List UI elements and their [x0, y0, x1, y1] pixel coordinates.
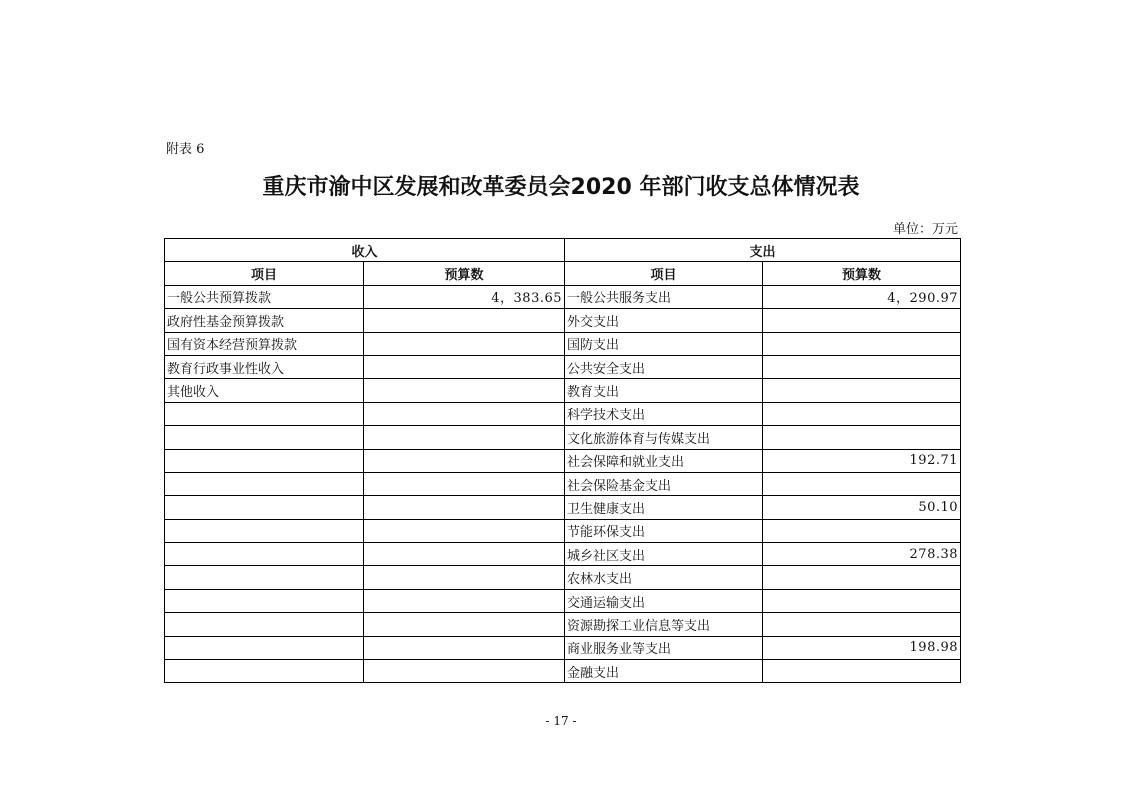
expense-item-cell: 资源勘探工业信息等支出 [565, 613, 763, 636]
income-budget-header: 预算数 [364, 262, 565, 285]
table-row [165, 519, 961, 542]
table-row [165, 402, 961, 425]
expense-item-cell: 节能环保支出 [565, 519, 763, 542]
income-amount-cell [364, 472, 565, 495]
table-row [165, 309, 961, 332]
table-row [165, 589, 961, 612]
table-row [165, 636, 961, 659]
income-amount-cell [364, 449, 565, 472]
expense-item-cell: 科学技术支出 [565, 402, 763, 425]
expense-amount-cell [763, 660, 961, 683]
expense-amount-cell: 192.71 [763, 449, 961, 472]
expense-amount-cell [763, 332, 961, 355]
expense-item-cell: 城乡社区支出 [565, 543, 763, 566]
income-item-cell [165, 566, 364, 589]
expense-item-cell: 文化旅游体育与传媒支出 [565, 426, 763, 449]
income-item-cell [165, 543, 364, 566]
income-amount-cell: 4，383.65 [364, 285, 565, 308]
income-item-cell: 一般公共预算拨款 [165, 285, 364, 308]
table-row [165, 355, 961, 378]
table-row [165, 285, 961, 308]
income-amount-cell [364, 355, 565, 378]
table-row [165, 426, 961, 449]
expense-item-header: 项目 [565, 262, 763, 285]
table-row [165, 660, 961, 683]
table-row [165, 332, 961, 355]
income-amount-cell [364, 613, 565, 636]
expense-amount-cell: 50.10 [763, 496, 961, 519]
income-item-header: 项目 [165, 262, 364, 285]
expense-amount-cell [763, 519, 961, 542]
expense-amount-cell [763, 613, 961, 636]
expense-amount-cell [763, 379, 961, 402]
income-amount-cell [364, 519, 565, 542]
expense-item-cell: 国防支出 [565, 332, 763, 355]
table-row [165, 496, 961, 519]
expense-item-cell: 一般公共服务支出 [565, 285, 763, 308]
expense-item-cell: 公共安全支出 [565, 355, 763, 378]
income-amount-cell [364, 309, 565, 332]
income-item-cell: 国有资本经营预算拨款 [165, 332, 364, 355]
income-item-cell [165, 496, 364, 519]
income-item-cell [165, 660, 364, 683]
expense-item-cell: 外交支出 [565, 309, 763, 332]
income-amount-cell [364, 566, 565, 589]
expense-amount-cell: 4，290.97 [763, 285, 961, 308]
table-row [165, 566, 961, 589]
expense-item-cell: 教育支出 [565, 379, 763, 402]
income-item-cell [165, 519, 364, 542]
table-row [165, 613, 961, 636]
budget-table-body [165, 285, 961, 683]
expense-amount-cell [763, 472, 961, 495]
page-number: - 17 - [545, 714, 577, 728]
table-row [165, 379, 961, 402]
table-row [165, 449, 961, 472]
income-amount-cell [364, 379, 565, 402]
expense-item-cell: 社会保障和就业支出 [565, 449, 763, 472]
column-header-row [165, 262, 961, 285]
income-item-cell [165, 636, 364, 659]
expense-group-header: 支出 [565, 239, 961, 262]
income-item-cell [165, 472, 364, 495]
income-item-cell: 教育行政事业性收入 [165, 355, 364, 378]
income-amount-cell [364, 660, 565, 683]
budget-table [164, 238, 961, 683]
expense-amount-cell [763, 402, 961, 425]
expense-budget-header: 预算数 [763, 262, 961, 285]
income-item-cell: 其他收入 [165, 379, 364, 402]
income-group-header: 收入 [165, 239, 565, 262]
income-item-cell [165, 426, 364, 449]
expense-item-cell: 卫生健康支出 [565, 496, 763, 519]
expense-amount-cell [763, 589, 961, 612]
income-amount-cell [364, 496, 565, 519]
expense-amount-cell [763, 355, 961, 378]
document-title: 重庆市渝中区发展和改革委员会2020 年部门收支总体情况表 [262, 175, 860, 200]
annex-label: 附表 6 [166, 142, 205, 157]
income-amount-cell [364, 426, 565, 449]
expense-amount-cell [763, 566, 961, 589]
income-amount-cell [364, 402, 565, 425]
income-item-cell [165, 402, 364, 425]
income-item-cell [165, 613, 364, 636]
expense-item-cell: 商业服务业等支出 [565, 636, 763, 659]
expense-amount-cell: 278.38 [763, 543, 961, 566]
group-header-row [165, 239, 961, 262]
income-item-cell [165, 589, 364, 612]
expense-amount-cell: 198.98 [763, 636, 961, 659]
expense-item-cell: 农林水支出 [565, 566, 763, 589]
expense-item-cell: 交通运输支出 [565, 589, 763, 612]
unit-label: 单位：万元 [892, 222, 958, 237]
income-amount-cell [364, 589, 565, 612]
income-item-cell: 政府性基金预算拨款 [165, 309, 364, 332]
table-row [165, 543, 961, 566]
income-amount-cell [364, 543, 565, 566]
expense-item-cell: 社会保险基金支出 [565, 472, 763, 495]
income-item-cell [165, 449, 364, 472]
income-amount-cell [364, 332, 565, 355]
table-row [165, 472, 961, 495]
expense-item-cell: 金融支出 [565, 660, 763, 683]
income-amount-cell [364, 636, 565, 659]
expense-amount-cell [763, 426, 961, 449]
expense-amount-cell [763, 309, 961, 332]
